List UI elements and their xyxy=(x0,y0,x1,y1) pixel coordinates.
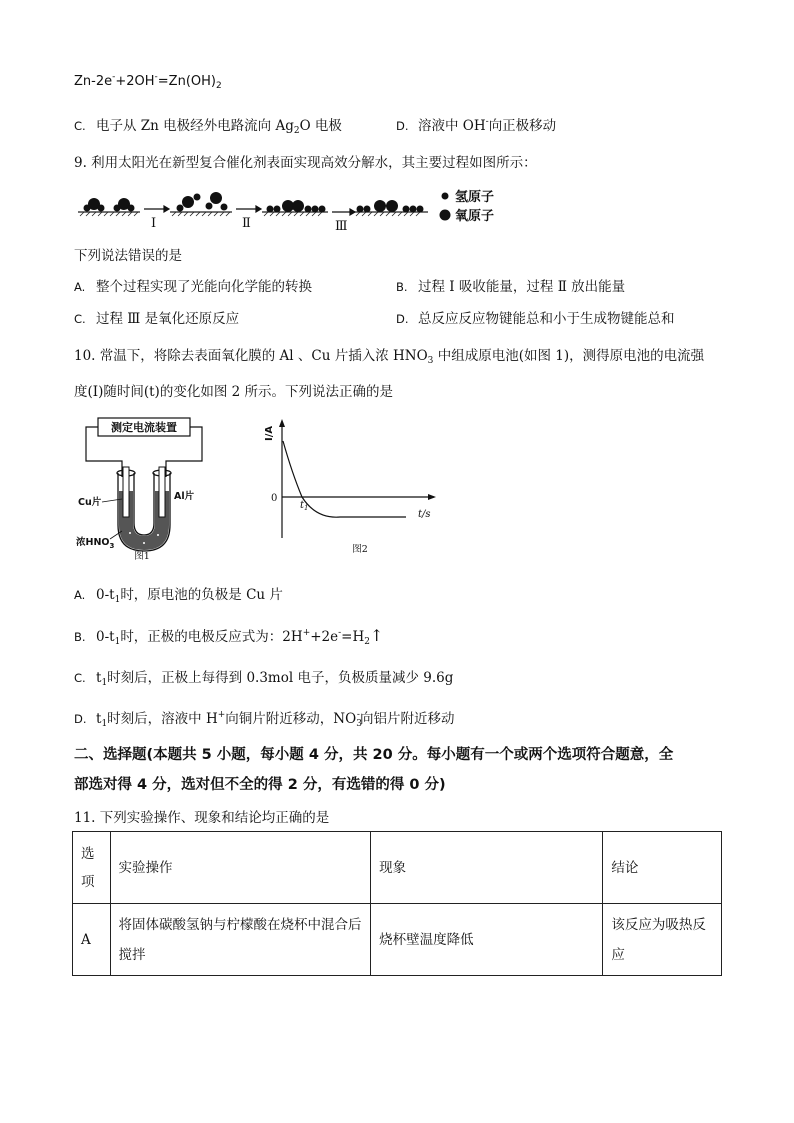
option-text-2: O 电极 xyxy=(299,118,342,134)
text-4: =H xyxy=(341,629,365,645)
header-phenomenon: 现象 xyxy=(371,832,603,904)
option-letter: D. xyxy=(396,119,409,133)
option-letter: C. xyxy=(74,671,86,685)
option-letter: C. xyxy=(74,312,86,326)
fig2-caption: 图2 xyxy=(352,544,368,555)
q9-option-c[interactable] xyxy=(74,307,239,327)
fig1-acid-label: 浓$HNO_3$ xyxy=(76,537,115,550)
fig1-device-label: 测定电流装置 xyxy=(111,421,177,434)
header-option: 选 项 xyxy=(73,832,111,904)
stem-text-2: 中组成原电池(如图 1)，测得原电池的电流强 xyxy=(433,348,705,364)
option-letter: A. xyxy=(74,280,86,294)
text-4: 向铝片附近移动 xyxy=(359,711,455,727)
text-3: +2e xyxy=(310,629,339,645)
option-letter: B. xyxy=(74,630,86,644)
text: 0-t xyxy=(96,629,115,645)
header-operation: 实验操作 xyxy=(110,832,371,904)
q9-prompt: 下列说法错误的是 xyxy=(74,248,182,264)
cell-option: A xyxy=(73,904,111,976)
q9-process-diagram xyxy=(70,182,510,234)
q9-option-b[interactable] xyxy=(396,275,625,295)
text: 0-t xyxy=(96,587,115,603)
cell-operation: 将固体碳酸氢钠与柠檬酸在烧杯中混合后搅拌 xyxy=(110,904,371,976)
step-label-2: Ⅱ xyxy=(242,216,251,231)
q8-equation-tail xyxy=(74,72,222,91)
text-2: 时，原电池的负极是 Cu 片 xyxy=(120,587,283,603)
option-text: 整个过程实现了光能向化学能的转换 xyxy=(96,279,312,295)
subscript: 1 xyxy=(114,595,121,605)
option-text: 电子从 Zn 电极经外电路流向 Ag xyxy=(96,118,294,134)
q11-stem: 11. 下列实验操作、现象和结论均正确的是 xyxy=(74,810,330,826)
subscript: 1 xyxy=(101,719,108,729)
q10-figure2-plot xyxy=(256,413,446,563)
superscript: + xyxy=(217,710,226,720)
legend-hydrogen: 氢原子 xyxy=(455,190,495,205)
option-letter: C. xyxy=(74,119,86,133)
header-conclusion: 结论 xyxy=(603,832,722,904)
q8-option-d[interactable] xyxy=(396,114,556,134)
fig1-caption: 图1 xyxy=(134,551,150,562)
q8-eq-sub: 2 xyxy=(215,81,222,91)
q10-option-c[interactable] xyxy=(74,666,453,688)
q10-stem-line2: 度(I)随时间(t)的变化如图 2 所示。下列说法正确的是 xyxy=(74,384,393,400)
text-2: 时刻后，溶液中 H xyxy=(107,711,218,727)
subscript: 3 xyxy=(427,356,434,366)
step-label-1: Ⅰ xyxy=(151,216,157,231)
subscript: 2 xyxy=(293,126,300,136)
q8-eq-lhs: Zn-2e xyxy=(74,74,113,89)
q9-stem: 9. 利用太阳光在新型复合催化剂表面实现高效分解水，其主要过程如图所示： xyxy=(74,155,537,171)
q10-option-d[interactable] xyxy=(74,707,454,729)
superscript: - xyxy=(485,117,489,127)
subscript: 1 xyxy=(101,678,108,688)
step-label-3: Ⅲ xyxy=(335,219,348,234)
table-header-row xyxy=(73,832,722,904)
text: t xyxy=(96,670,102,686)
q8-eq-sup2: - xyxy=(154,72,158,82)
cell-conclusion: 该反应为吸热反应 xyxy=(603,904,722,976)
superscript-2: - xyxy=(338,628,342,638)
q9-option-a[interactable] xyxy=(74,275,312,295)
text-2: 时，正极的电极反应式为：2H xyxy=(120,629,303,645)
q10-option-a[interactable] xyxy=(74,583,283,605)
fig1-al-label: Al片 xyxy=(174,491,195,502)
q10-option-b[interactable] xyxy=(74,625,383,647)
q8-option-c[interactable] xyxy=(74,114,342,136)
fig2-y-label: I/A xyxy=(264,425,275,441)
option-text: 溶液中 OH xyxy=(418,118,486,134)
fig2-x-label: t/s xyxy=(418,509,431,520)
option-text: 总反应反应物键能总和小于生成物键能总和 xyxy=(418,311,675,327)
fig1-cu-label: Cu片 xyxy=(78,497,102,508)
superscript-2: - xyxy=(356,710,360,720)
table-row xyxy=(73,904,722,976)
option-letter: D. xyxy=(396,312,409,326)
option-letter: B. xyxy=(396,280,408,294)
option-text: 过程 Ⅰ 吸收能量，过程 Ⅱ 放出能量 xyxy=(418,279,626,295)
q8-eq-rhs: =Zn(OH) xyxy=(157,74,216,89)
subscript-2: 2 xyxy=(364,637,370,647)
section2-heading-line1: 二、选择题(本题共 5 小题，每小题 4 分，共 20 分。每小题有一个或两个选项符合题意，全 xyxy=(74,747,674,763)
text-3: 向铜片附近移动，NO xyxy=(225,711,357,727)
q8-eq-sup1: - xyxy=(112,72,116,82)
subscript: 1 xyxy=(114,637,121,647)
q10-figure1-cell xyxy=(74,413,214,563)
fig2-zero: 0 xyxy=(271,493,278,504)
option-letter: A. xyxy=(74,588,86,602)
q9-option-d[interactable] xyxy=(396,307,675,327)
option-letter: D. xyxy=(74,712,87,726)
option-text: 过程 Ⅲ 是氧化还原反应 xyxy=(96,311,240,327)
text-2: 时刻后，正极上每得到 0.3mol 电子，负极质量减少 9.6g xyxy=(107,670,454,686)
up-arrow-icon: ↑ xyxy=(370,626,384,645)
fig2-t1: $t_1$ xyxy=(300,500,309,512)
q8-eq-oh: +2OH xyxy=(115,74,155,89)
option-text-2: 向正极移动 xyxy=(488,118,557,134)
legend-oxygen: 氧原子 xyxy=(455,209,495,224)
q11-table xyxy=(72,831,722,976)
q10-stem-line1 xyxy=(74,344,704,366)
superscript: + xyxy=(302,628,311,638)
section2-heading-line2: 部选对得 4 分，选对但不全的得 2 分，有选错的得 0 分) xyxy=(74,777,446,793)
cell-phenomenon: 烧杯壁温度降低 xyxy=(371,904,603,976)
subscript-2: 3 xyxy=(356,719,362,729)
stem-text: 10. 常温下，将除去表面氧化膜的 Al 、Cu 片插入浓 HNO xyxy=(74,348,428,364)
text: t xyxy=(96,711,102,727)
